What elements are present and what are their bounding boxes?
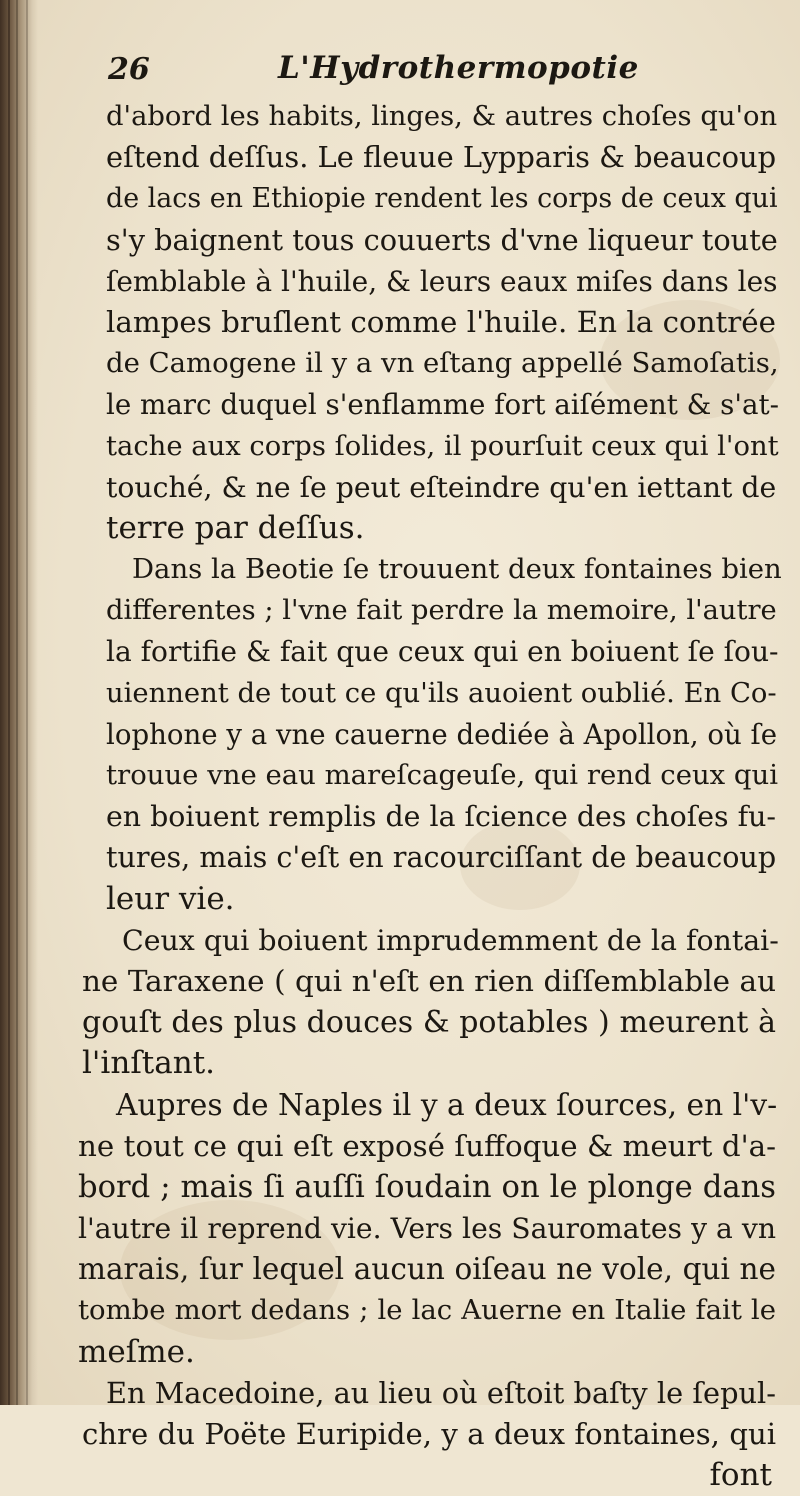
text-line: le marc duquel s'enflamme fort aiſément & s'at- bbox=[106, 388, 779, 422]
text-line: s'y baignent tous couuerts d'vne liqueur toute bbox=[106, 222, 778, 257]
binding-edge bbox=[26, 0, 28, 1405]
book-gutter bbox=[0, 0, 38, 1405]
text-line: tombe mort dedans ; le lac Auerne en Italie fait le bbox=[78, 1294, 776, 1327]
text-line: tache aux corps ſolides, il pourſuit ceux qui l'ont bbox=[106, 430, 779, 462]
text-line: marais, ſur lequel aucun oiſeau ne vole, qui ne bbox=[78, 1252, 776, 1287]
text-line: tures, mais c'eſt en racourciſſant de beaucoup bbox=[106, 840, 777, 875]
text-line: Aupres de Naples il y a deux ſources, en l'v- bbox=[116, 1087, 778, 1123]
text-line: lampes bruſlent comme l'huile. En la contrée bbox=[106, 304, 776, 339]
text-line: leur vie. bbox=[106, 880, 235, 917]
text-line: differentes ; l'vne fait perdre la memoire, l'autre bbox=[106, 595, 777, 627]
text-line: En Macedoine, au lieu où eſtoit baſty le ſepul- bbox=[106, 1375, 776, 1410]
text-line: lophone y a vne cauerne dediée à Apollon, où ſe bbox=[106, 717, 778, 751]
text-line: Dans la Beotie ſe trouuent deux fontaines bien bbox=[132, 553, 782, 586]
text-line: ne Taraxene ( qui n'eſt en rien diſſemblable au bbox=[82, 963, 776, 998]
text-line: en boiuent remplis de la ſcience des choſes fu- bbox=[106, 800, 776, 834]
text-line: l'inſtant. bbox=[82, 1045, 216, 1082]
text-line: ne tout ce qui eſt exposé ſuffoque & meurt d'a- bbox=[78, 1128, 776, 1163]
binding-edge bbox=[8, 0, 10, 1405]
page-number: 26 bbox=[108, 52, 150, 87]
text-line: trouue vne eau mareſcageuſe, qui rend ceux qui bbox=[106, 759, 779, 791]
text-line: chre du Poëte Euripide, y a deux fontaines, qui bbox=[82, 1417, 776, 1451]
text-line: Ceux qui boiuent imprudemment de la fontai- bbox=[122, 923, 779, 957]
text-line: de Camogene il y a vn eſtang appellé Samoſatis, bbox=[106, 347, 779, 380]
text-line: touché, & ne ſe peut eſteindre qu'en iettant de bbox=[106, 470, 777, 504]
text-line: l'autre il reprend vie. Vers les Sauromates y a vn bbox=[78, 1212, 776, 1246]
text-line: font bbox=[709, 1457, 772, 1494]
text-line: uiennent de tout ce qu'ils auoient oublié. En Co- bbox=[106, 677, 777, 709]
text-line: meſme. bbox=[78, 1333, 195, 1370]
page-header bbox=[108, 46, 768, 94]
text-line: gouſt des plus douces & potables ) meurent à bbox=[82, 1005, 776, 1041]
text-line: d'abord les habits, linges, & autres choſes qu'on bbox=[106, 101, 778, 132]
text-line: ſemblable à l'huile, & leurs eaux miſes dans les bbox=[106, 264, 778, 298]
text-line: bord ; mais ſi auſſi ſoudain on le plonge dans bbox=[78, 1169, 776, 1205]
text-line: la fortifie & fait que ceux qui en boiuent ſe ſou- bbox=[106, 635, 779, 669]
text-line: terre par deſſus. bbox=[106, 509, 365, 546]
text-line: de lacs en Ethiopie rendent les corps de ceux qui bbox=[106, 183, 778, 215]
text-line: eſtend deſſus. Le fleuue Lypparis & beaucoup bbox=[106, 140, 777, 175]
body-text bbox=[78, 96, 782, 1496]
running-title: L'Hydrothermopotie bbox=[278, 50, 639, 86]
binding-edge bbox=[16, 0, 18, 1405]
